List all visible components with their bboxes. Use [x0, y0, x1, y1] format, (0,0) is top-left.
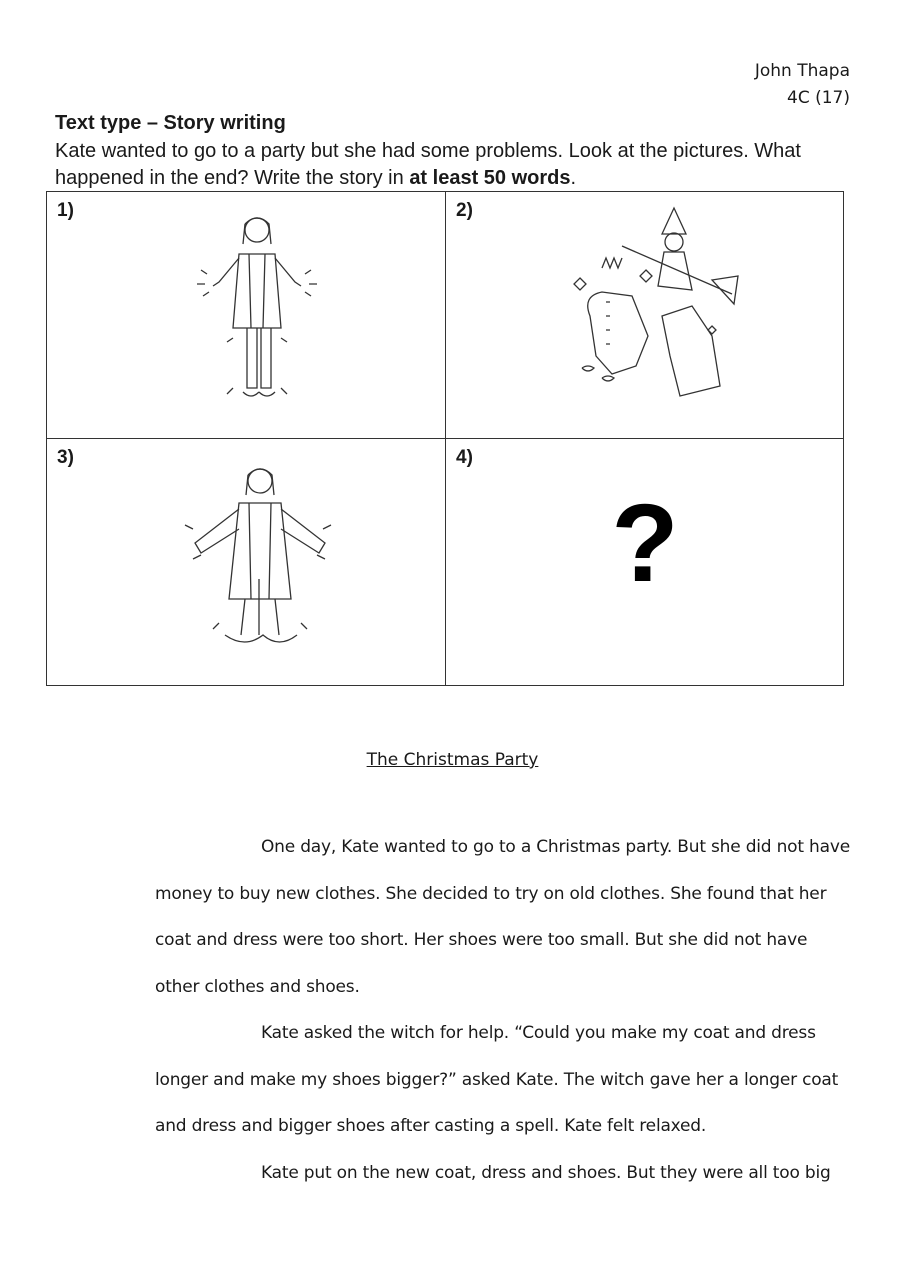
- question-mark-icon: ?: [611, 482, 679, 605]
- picture-label-1: 1): [57, 200, 74, 221]
- witch-casting-spell-icon: [562, 206, 742, 416]
- picture-cell-1: [47, 192, 446, 439]
- task-title: Text type – Story writing: [55, 112, 286, 134]
- student-info: [755, 58, 850, 112]
- girl-big-clothes-icon: [175, 459, 345, 659]
- picture-label-2: 2): [456, 200, 473, 221]
- girl-small-clothes-icon: [177, 210, 337, 410]
- picture-cell-2: [446, 192, 844, 439]
- story-paragraph: Kate asked the witch for help. “Could you make my coat and dress longer and make my shoes bigger?” asked Kate. The witch gave her a longer coat and dress and bigger shoes after casting a spell. Kate felt relaxed.: [155, 1023, 839, 1136]
- instructions-text: Kate wanted to go to a party but she had some problems. Look at the pictures. What happened in the end? Write the story in: [55, 140, 801, 189]
- story-paragraph: Kate put on the new coat, dress and shoes. But they were all too big: [261, 1163, 831, 1183]
- story-title: The Christmas Party: [366, 750, 539, 770]
- task-instructions: [55, 138, 855, 192]
- picture-label-4: 4): [456, 447, 473, 468]
- picture-label-3: 3): [57, 447, 74, 468]
- student-name: John Thapa: [754, 61, 850, 81]
- picture-cell-3: [47, 439, 446, 685]
- instructions-word-count: at least 50 words: [409, 167, 571, 189]
- picture-cell-4: [446, 439, 844, 685]
- picture-grid: [46, 191, 844, 686]
- student-class: 4C (17): [787, 88, 850, 108]
- story-paragraph: One day, Kate wanted to go to a Christmas party. But she did not have money to buy new clothes. She decided to try on old clothes. She found that her coat and dress were too short. Her shoes were too small. But she did not have other clothes and shoes.: [155, 837, 850, 997]
- instructions-end: .: [570, 167, 577, 189]
